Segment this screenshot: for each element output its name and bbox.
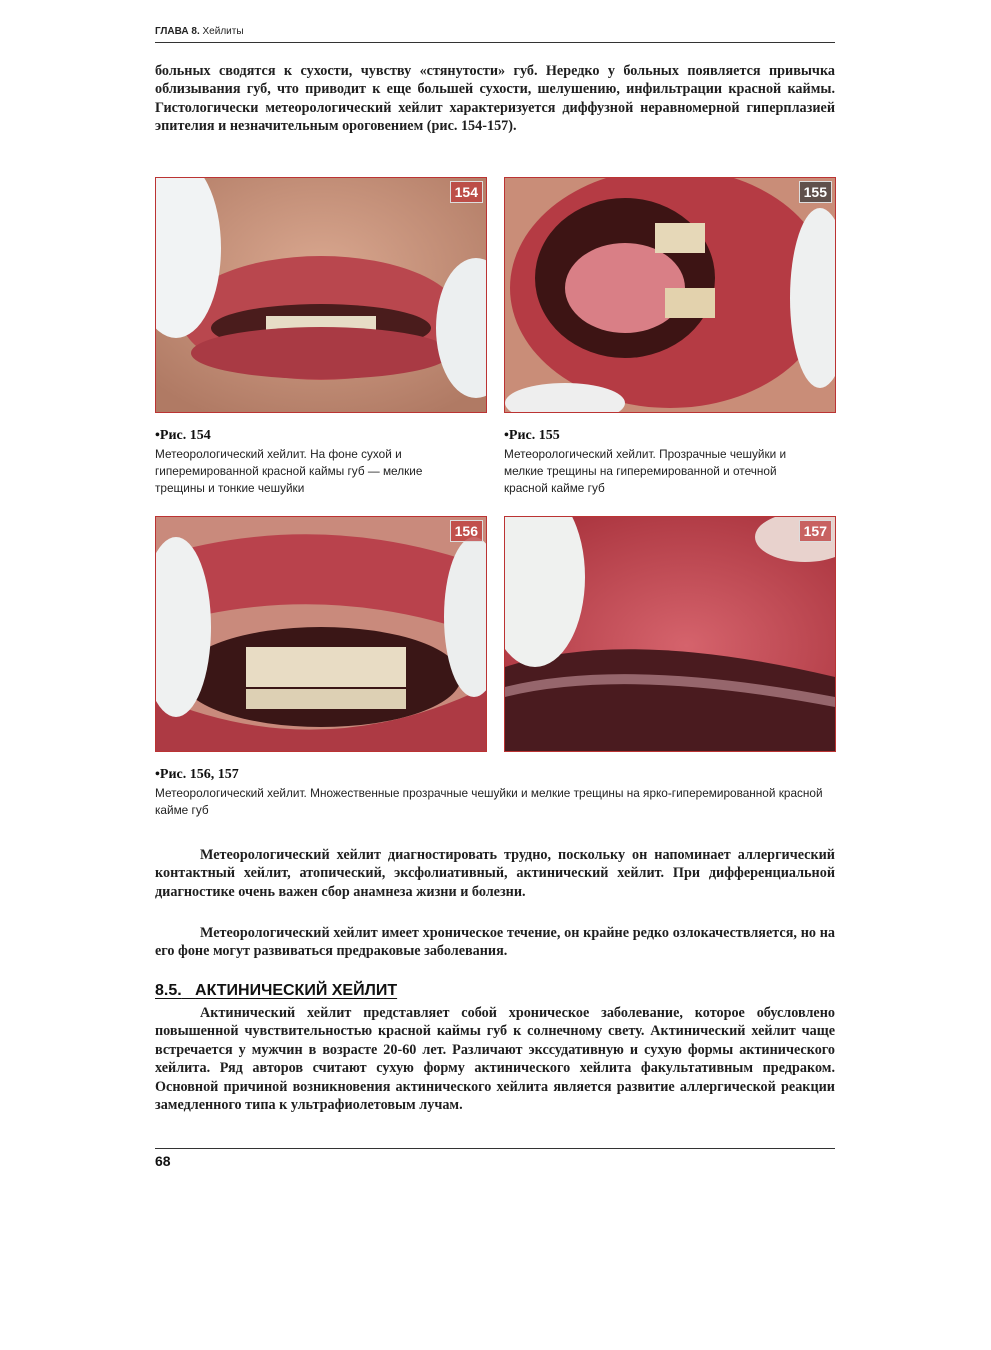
figure-154-number: 154 bbox=[450, 181, 483, 203]
figure-155-photo bbox=[505, 178, 835, 412]
section-heading bbox=[155, 982, 397, 1000]
caption-155-text: Метеорологический хейлит. Прозрачные чешуйки и мелкие трещины на гиперемированной и отечной красной кайме губ bbox=[504, 447, 787, 495]
running-header bbox=[155, 26, 835, 37]
chapter-title: Хейлиты bbox=[202, 26, 244, 37]
intro-paragraph: больных сводятся к сухости, чувству «стянутости» губ. Нередко у больных появляется привычка облизывания губ, что приводит к еще большей сухости, шелушению, инфильтрации красной каймы. Гистологически метеорологический хейлит характеризуется диффузной неравномерной гиперплазией эпителия и незначительным ороговением (рис. 154-157). bbox=[155, 63, 835, 135]
page-number: 68 bbox=[155, 1153, 171, 1169]
caption-156-157-text: Метеорологический хейлит. Множественные прозрачные чешуйки и мелкие трещины на ярко-гиперемированной красной кайме губ bbox=[155, 786, 823, 817]
caption-154-text: Метеорологический хейлит. На фоне сухой и гиперемированной красной каймы губ — мелкие трещины и тонкие чешуйки bbox=[155, 447, 423, 495]
figure-157-number: 157 bbox=[799, 520, 832, 542]
figure-156 bbox=[155, 516, 487, 752]
body-paragraph-2: Метеорологический хейлит имеет хроническое течение, он крайне редко озлокачествляется, но на его фоне могут развиваться предраковые заболевания. bbox=[155, 925, 835, 960]
figure-157-photo bbox=[505, 517, 835, 751]
figure-154-photo bbox=[156, 178, 486, 412]
section-paragraph: Актинический хейлит представляет собой хроническое заболевание, которое обусловлено повышенной чувствительностью красной каймы губ к солнечному свету. Актинический хейлит чаще встречается у мужчин в возрасте 20-60 лет. Различают экссудативную и сухую формы актинического хейлита. Ряд авторов считают сухую форму актинического хейлита факультативным предраком. Основной причиной возникновения актинического хейлита является развитие аллергической реакции замедленного типа к ультрафиолетовым лучам. bbox=[155, 1005, 835, 1114]
body-paragraph-1: Метеорологический хейлит диагностировать трудно, поскольку он напоминает аллергический контактный хейлит, атопический, эксфолиативный, актинический хейлит. При дифференциальной диагностике очень важен сбор анамнеза жизни и болезни. bbox=[155, 847, 835, 900]
section-number: 8.5. bbox=[155, 982, 182, 999]
caption-154-title: •Рис. 154 bbox=[155, 428, 211, 443]
figure-154 bbox=[155, 177, 487, 413]
figure-155-number: 155 bbox=[799, 181, 832, 203]
figure-155 bbox=[504, 177, 836, 413]
caption-155-title: •Рис. 155 bbox=[504, 428, 560, 443]
figure-156-photo bbox=[156, 517, 486, 751]
figure-156-number: 156 bbox=[450, 520, 483, 542]
footer-rule bbox=[155, 1148, 835, 1149]
caption-156-157-title: •Рис. 156, 157 bbox=[155, 767, 239, 782]
section-title: АКТИНИЧЕСКИЙ ХЕЙЛИТ bbox=[195, 982, 398, 999]
header-rule bbox=[155, 42, 835, 43]
figure-157 bbox=[504, 516, 836, 752]
chapter-label: ГЛАВА 8. bbox=[155, 26, 200, 37]
